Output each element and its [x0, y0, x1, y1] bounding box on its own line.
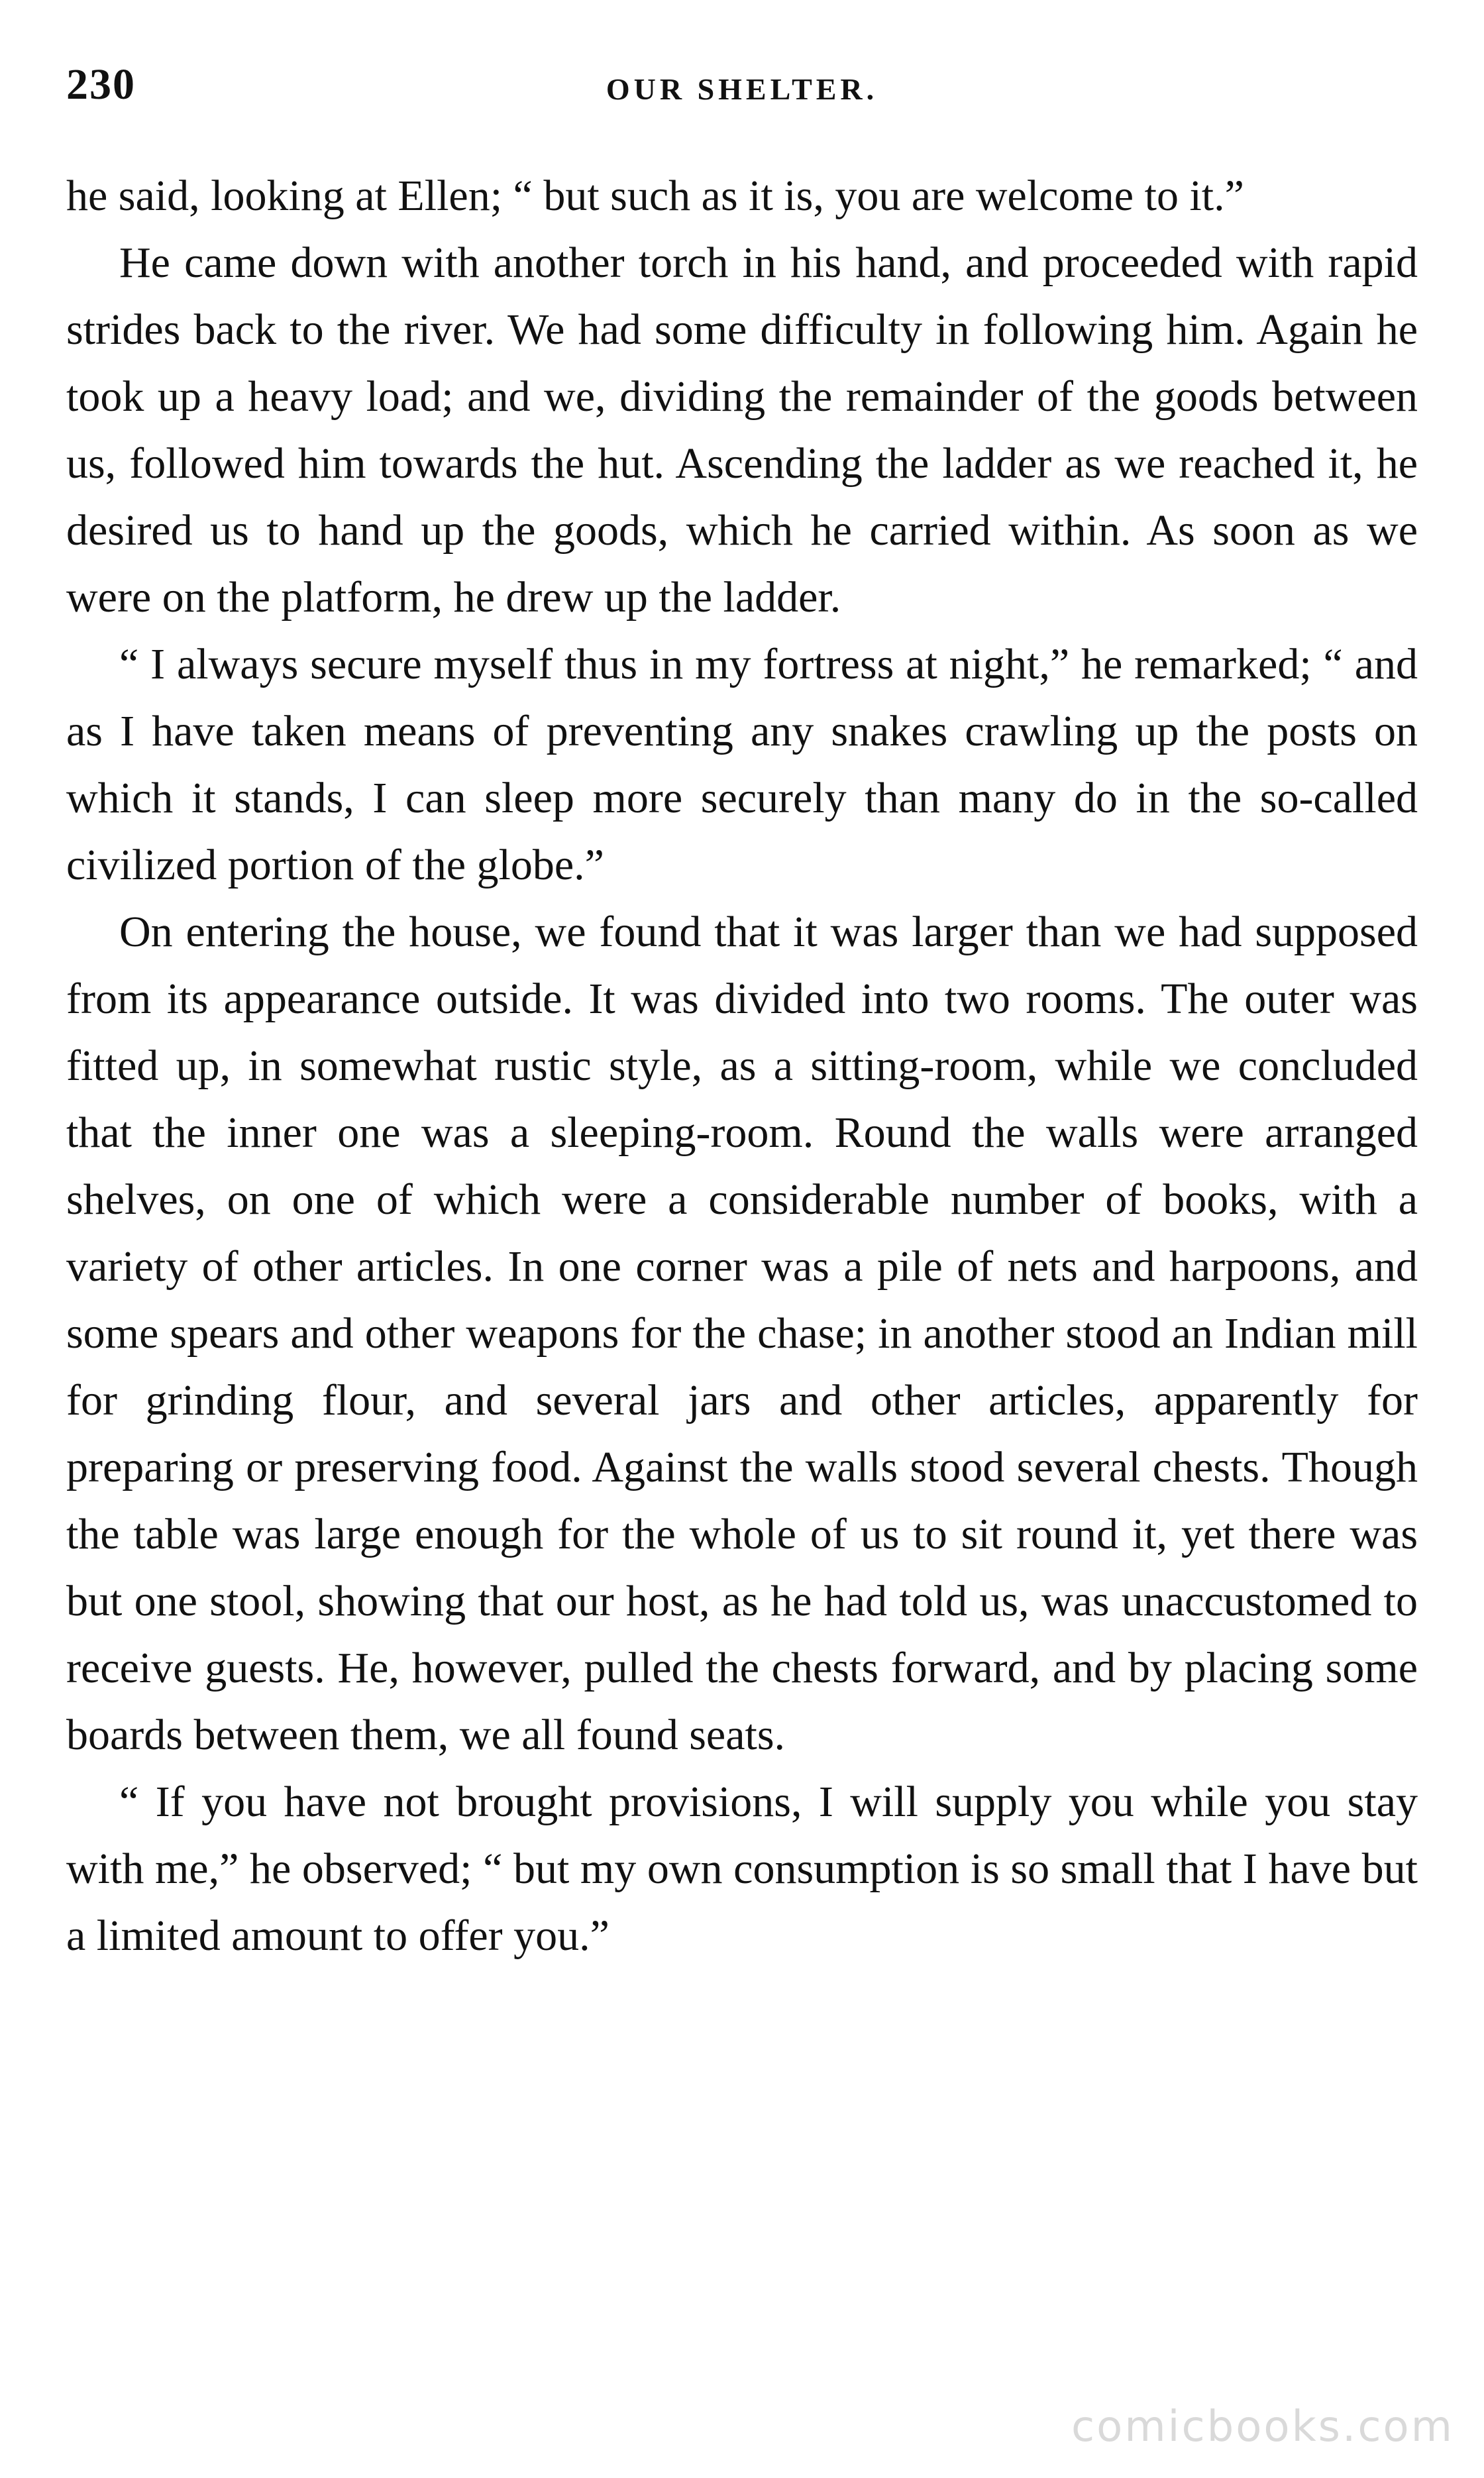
watermark: comicbooks.com	[1071, 2402, 1454, 2451]
paragraph-3: “ I always secure myself thus in my fortress at night,” he remarked; “ and as I have taken means of preventing any snakes crawling up the posts on which it stands, I can sleep more securely than many do in the so-called civilized portion of the globe.”	[66, 640, 1418, 889]
page-header	[66, 60, 1418, 119]
running-head: OUR SHELTER.	[606, 72, 878, 106]
paragraph-2: He came down with another torch in his hand, and proceeded with rapid strides back to the river. We had some difficulty in following him. Again he took up a heavy load; and we, dividing the remainder of the goods between us, followed him towards the hut. Ascending the ladder as we reached it, he desired us to hand up the goods, which he carried within. As soon as we were on the platform, he drew up the ladder.	[66, 239, 1418, 621]
body-text	[66, 162, 1418, 1969]
paragraph-1: he said, looking at Ellen; “ but such as it is, you are welcome to it.”	[66, 172, 1244, 220]
paragraph-4: On entering the house, we found that it was larger than we had supposed from its appearance outside. It was divided into two rooms. The outer was fitted up, in somewhat rustic style, as a sitting-room, while we concluded that the inner one was a sleeping-room. Round the walls were arranged shelves, on one of which were a considerable number of books, with a variety of other articles. In one corner was a pile of nets and harpoons, and some spears and other weapons for the chase; in another stood an Indian mill for grinding flour, and several jars and other articles, apparently for preparing or preserving food. Against the walls stood several chests. Though the table was large enough for the whole of us to sit round it, yet there was but one stool, showing that our host, as he had told us, was unaccustomed to receive guests. He, however, pulled the chests forward, and by placing some boards between them, we all found seats.	[66, 908, 1418, 1759]
page-number: 230	[66, 60, 136, 109]
paragraph-5: “ If you have not brought provisions, I will supply you while you stay with me,” he observed; “ but my own consumption is so small that I have but a limited amount to offer you.”	[66, 1778, 1418, 1960]
